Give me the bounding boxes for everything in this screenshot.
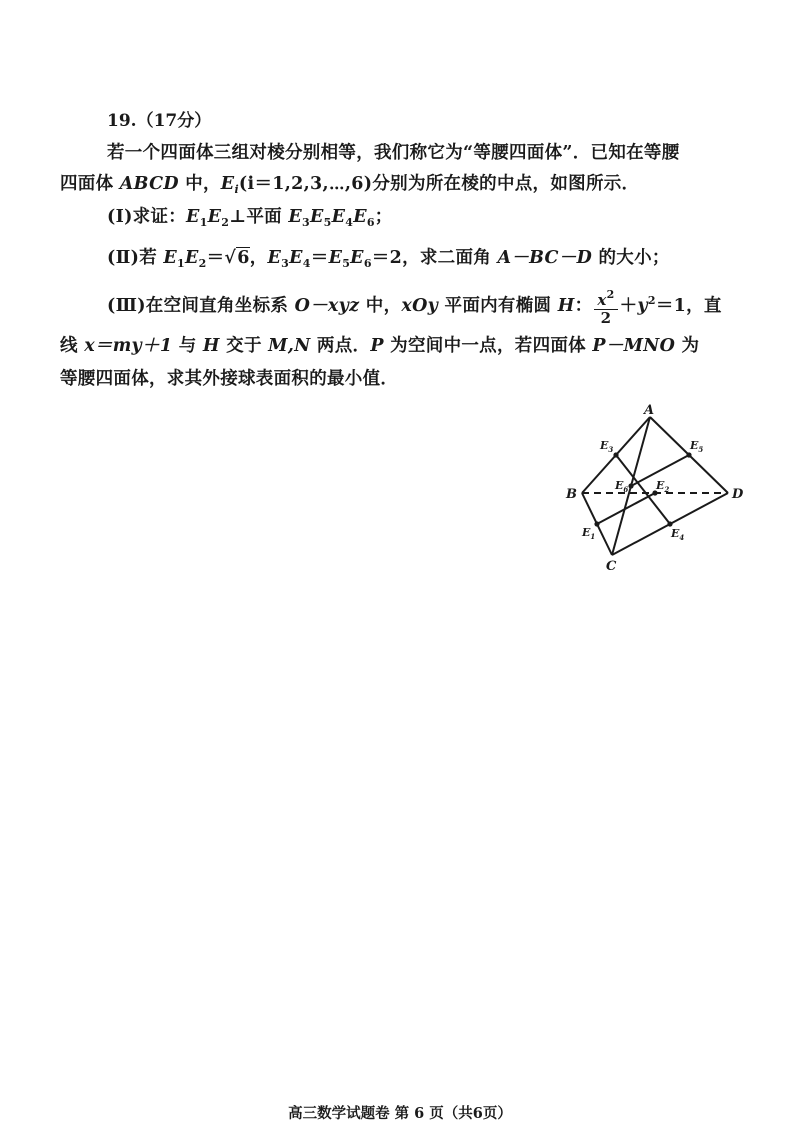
- point-E1: [594, 521, 599, 526]
- question-part3-line2: 线 x＝my＋1 与 H 交于 M,N 两点．P 为空间中一点，若四面体 P－MNO 为: [60, 336, 700, 356]
- label-A: A: [644, 403, 655, 418]
- label-D: D: [732, 487, 744, 502]
- question-intro-line1: 若一个四面体三组对棱分别相等，我们称它为“等腰四面体”．已知在等腰: [107, 143, 680, 163]
- point-E6: [628, 483, 633, 488]
- label-E1: $E_1$: [582, 526, 596, 541]
- point-E3: [613, 452, 618, 457]
- label-E6: $E_6$: [615, 479, 629, 494]
- question-number: 19.（17分）: [107, 111, 212, 131]
- label-E2: $E_2$: [656, 479, 670, 494]
- label-C: C: [606, 559, 617, 574]
- label-E4: $E_4$: [671, 527, 685, 542]
- page-footer: 高三数学试题卷 第 6 页（共6页）: [288, 1105, 512, 1122]
- label-E3: $E_3$: [600, 439, 614, 454]
- question-part3-line3: 等腰四面体，求其外接球表面积的最小值．: [60, 369, 399, 389]
- ellipse-fraction: $\frac{x^2}{2}$: [594, 286, 617, 327]
- question-part3-line1: (Ⅲ)在空间直角坐标系 O－xyz 中，xOy 平面内有椭圆 H： $\frac{x^2}{2}$ $+y^2=1$，直: [107, 288, 722, 327]
- question-intro-line2: 四面体 ABCD 中，$E_i(i=1,2,3,\cdots,6)$分别为所在棱的中点，如图所示．: [60, 174, 640, 196]
- point-E4: [667, 521, 672, 526]
- question-part2: (Ⅱ)若 $E_1E_2=√6$，$E_3E_4=E_5E_6=2$，求二面角 A－BC－D 的大小；: [107, 248, 670, 270]
- tetrahedron-figure: [560, 395, 760, 575]
- label-B: B: [566, 487, 577, 502]
- point-E5: [686, 452, 691, 457]
- question-part1: (Ⅰ)求证：$E_1E_2\perp$平面 $E_3E_5E_4E_6$；: [107, 207, 393, 229]
- label-E5: $E_5$: [690, 439, 704, 454]
- segment-E1E2: [597, 493, 655, 524]
